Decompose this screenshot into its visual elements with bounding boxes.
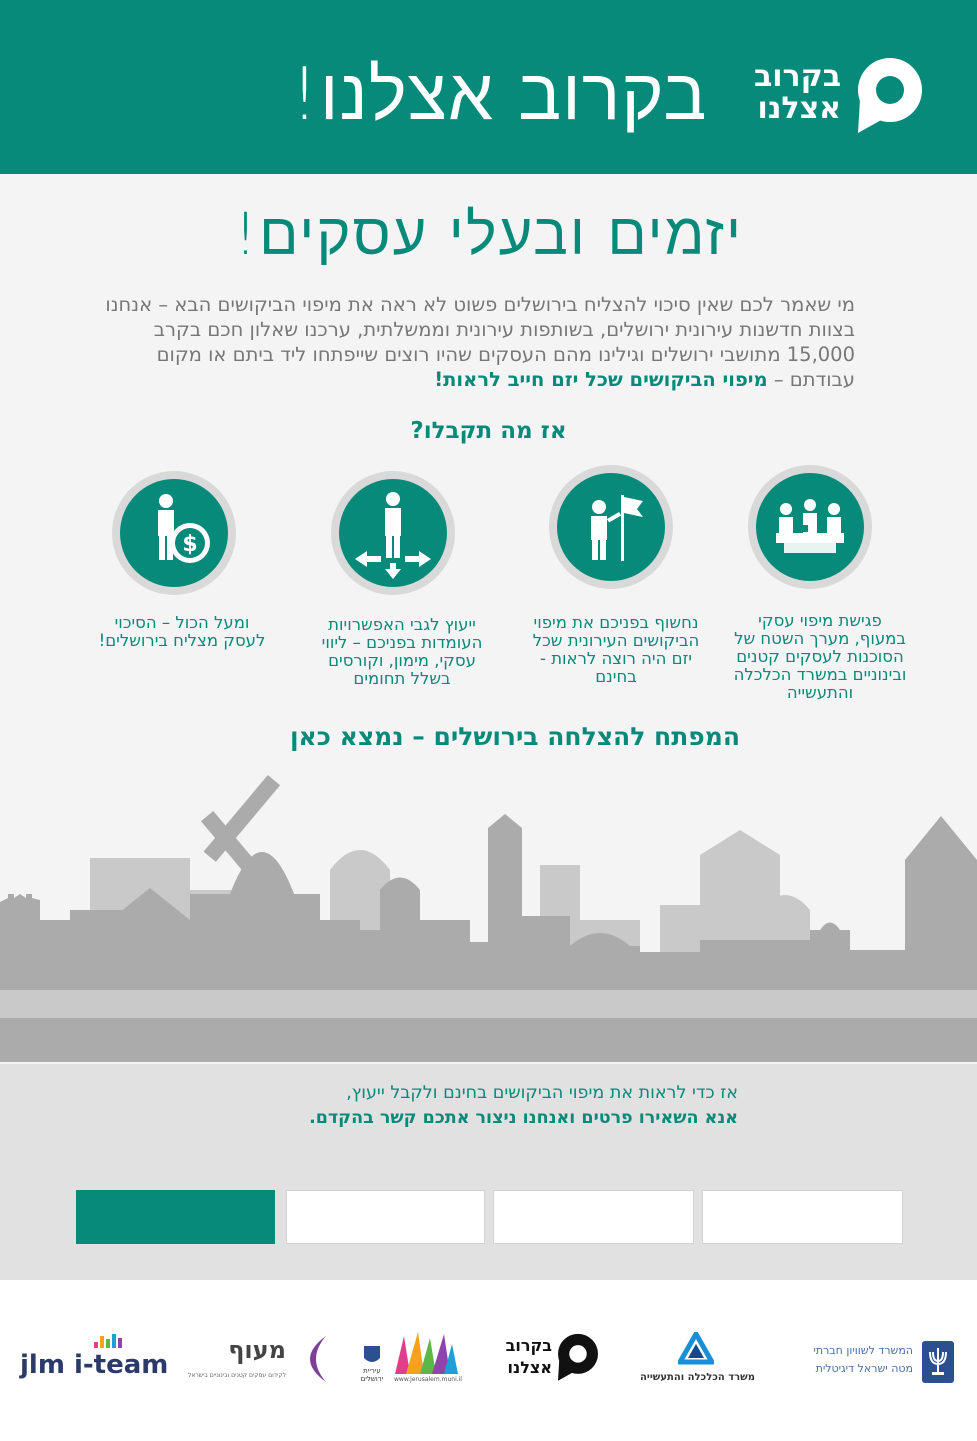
header-title: בקרוב אצלנו! xyxy=(290,52,708,136)
partner-economy-ministry-text: משרד הכלכלה והתעשייה xyxy=(640,1372,755,1383)
partner-maof[interactable] xyxy=(184,1332,330,1388)
bar-graph-icon xyxy=(94,1332,126,1348)
partner-jlm-i-team[interactable] xyxy=(20,1332,169,1388)
feature-4-text: ומעל הכול – הסיכוי לעסק מצליח בירושלים! xyxy=(98,613,266,650)
feature-2-icon-circle xyxy=(549,465,673,589)
partner-jerusalem-line2: www.jerusalem.muni.il xyxy=(394,1376,462,1383)
feature-4-icon-circle xyxy=(112,471,236,595)
partner-bekarov-line1: בקרוב xyxy=(505,1336,552,1355)
maof-logo-icon xyxy=(292,1334,330,1384)
brand-line1: בקרוב xyxy=(753,59,841,94)
pin-logo-icon xyxy=(855,55,925,135)
partner-social-equality-line2: מטה ישראל דיגיטלית xyxy=(815,1362,913,1375)
intro-text: מי שאמר לכם שאין סיכוי להצליח בירושלים פשוט לא ראה את מיפוי הביקושים הבא – אנחנו בצוות חדשנות עירונית ירושלים, בשותפות עירונית וממשלתית, ערכנו שאלון חכם בקרב 15,000 מתושבי ירושלים וגילינו מהם העסקים שהיו רוצים שייפתחו ליד ביתם או מקום עבודתם – xyxy=(105,293,855,391)
partner-maof-name: מעוף xyxy=(228,1336,286,1364)
feature-3-icon-circle xyxy=(331,471,455,595)
form-field-3[interactable] xyxy=(286,1190,485,1244)
brand-logo[interactable] xyxy=(745,55,925,135)
brand-text xyxy=(745,61,841,125)
municipality-emblem-icon xyxy=(362,1344,382,1366)
menorah-emblem-icon xyxy=(921,1340,955,1384)
svg-text:$: $ xyxy=(182,532,198,557)
directions-icon xyxy=(339,479,447,587)
partner-jerusalem-line1: עיריית ירושלים xyxy=(360,1367,384,1383)
form-field-2[interactable] xyxy=(493,1190,694,1244)
meeting-icon xyxy=(756,473,864,581)
feature-2-text: נחשוף בפניכם את מיפוי הביקושים העירונית שכל יזם היה רוצה לראות - בחינם xyxy=(532,613,700,686)
coin-icon xyxy=(120,479,228,587)
tagline: המפתח להצלחה בירושלים – נמצא כאן xyxy=(289,722,741,751)
form-field-1[interactable] xyxy=(702,1190,903,1244)
partner-social-equality[interactable] xyxy=(785,1340,955,1386)
partner-maof-subtitle: לקידום עסקים קטנים ובינוניים בישראל xyxy=(187,1372,286,1379)
economy-ministry-logo-icon xyxy=(678,1332,714,1366)
partner-bekarov-etzlenu[interactable] xyxy=(492,1330,600,1386)
brand-line2: אצלנו xyxy=(757,91,841,126)
feature-1-text: פגישת מיפוי עסקי במעוף, מערך השטח של הסוכנות לעסקים קטנים ובינוניים במשרד הכלכלה והתעשייה xyxy=(733,611,907,702)
pin-logo-dark-icon xyxy=(556,1332,600,1382)
form-intro-line2: אנא השאירו פרטים ואנחנו ניצור אתכם קשר בהקדם. xyxy=(309,1108,738,1128)
jerusalem-municipality-logo-icon xyxy=(390,1330,460,1376)
header xyxy=(0,0,977,174)
partner-social-equality-line1: המשרד לשוויון חברתי xyxy=(813,1344,913,1357)
jerusalem-skyline-illustration xyxy=(0,770,977,1062)
subhead: אז מה תקבלו? xyxy=(410,418,567,444)
feature-1-icon-circle xyxy=(748,465,872,589)
feature-3-text: ייעוץ לגבי האפשרויות העומדות בפניכם – ליווי עסקי, מימון, וקורסים בשלל תחומים xyxy=(321,615,483,688)
form-intro-line1: אז כדי לראות את מיפוי הביקושים בחינם ולקבל ייעוץ, xyxy=(346,1083,738,1103)
partner-bekarov-line2: אצלנו xyxy=(507,1358,552,1377)
page-headline: יזמים ובעלי עסקים! xyxy=(233,200,744,268)
flag-icon xyxy=(557,473,665,581)
intro-bold: מיפוי הביקושים שכל יזם חייב לראות! xyxy=(434,368,768,391)
partner-jerusalem-municipality[interactable] xyxy=(352,1330,462,1386)
partner-jlm-i-team-text: jlm i-team xyxy=(20,1350,169,1380)
submit-button[interactable] xyxy=(76,1190,275,1244)
partner-economy-ministry[interactable] xyxy=(630,1332,765,1388)
intro-paragraph xyxy=(95,292,855,392)
